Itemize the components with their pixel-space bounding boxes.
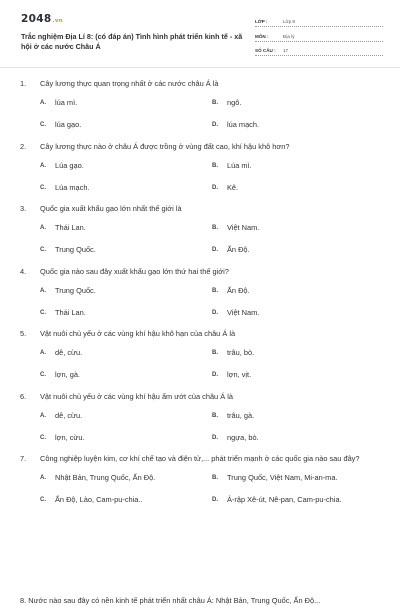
- answer-option[interactable]: [40, 161, 212, 171]
- answer-option[interactable]: [40, 308, 212, 318]
- answer-option[interactable]: [40, 183, 212, 193]
- answer-option[interactable]: [40, 286, 212, 296]
- option-letter: C.: [40, 247, 46, 253]
- option-text: Nhật Bản, Trung Quốc, Ấn Độ.: [55, 473, 156, 482]
- answer-option[interactable]: [212, 286, 382, 296]
- option-text: Thái Lan.: [55, 307, 86, 317]
- option-letter: C.: [40, 184, 46, 191]
- answer-option[interactable]: [40, 370, 212, 380]
- option-grid: [40, 286, 400, 318]
- question-text-row: [0, 453, 400, 464]
- meta-value: 17: [283, 48, 289, 53]
- option-text: Ấn Độ.: [227, 285, 250, 295]
- question-text-row: [0, 78, 400, 89]
- question-item: [0, 328, 400, 380]
- option-text: Ả-rập Xê-út, Nê-pan, Cam-pu-chia.: [227, 495, 342, 504]
- option-text: Trung Quốc.: [55, 285, 96, 295]
- option-text: ngô.: [227, 98, 242, 107]
- answer-option[interactable]: [40, 473, 212, 483]
- option-letter: A.: [40, 100, 46, 106]
- option-letter: C.: [40, 497, 46, 503]
- answer-option[interactable]: [212, 161, 382, 171]
- option-text: dê, cừu.: [55, 348, 83, 357]
- option-text: Việt Nam.: [227, 307, 260, 317]
- question-text-row: [0, 391, 400, 402]
- option-text: ngựa, bò.: [227, 432, 259, 442]
- answer-option[interactable]: [212, 308, 382, 318]
- question-item: [0, 78, 400, 130]
- question-number: 3.: [20, 204, 27, 213]
- option-text: Kê.: [227, 182, 239, 192]
- option-letter: D.: [212, 497, 218, 503]
- site-logo[interactable]: [21, 13, 63, 25]
- option-letter: A.: [40, 225, 46, 231]
- option-grid: [40, 161, 400, 193]
- option-text: Trung Quốc.: [55, 245, 96, 254]
- meta-key: SỐ CÂU :: [255, 48, 276, 53]
- question-text: Vật nuôi chủ yếu ở các vùng khí hậu khô hạn của châu Á là: [40, 329, 236, 338]
- option-letter: C.: [40, 122, 46, 128]
- meta-key: LỚP :: [255, 19, 268, 24]
- question-text-row: [0, 266, 400, 277]
- option-letter: D.: [212, 309, 218, 316]
- option-letter: D.: [212, 247, 218, 253]
- clipped-question: 8. Nước nào sau đây có nền kinh tế phát triển nhất châu Á: Nhật Bản, Trung Quốc, Ấn Độ...: [20, 596, 321, 605]
- option-text: trâu, bò.: [227, 348, 255, 357]
- option-letter: C.: [40, 309, 46, 316]
- meta-key: MÔN :: [255, 33, 269, 39]
- option-text: lợn, vịt.: [227, 370, 252, 379]
- option-letter: A.: [40, 412, 46, 419]
- option-letter: A.: [40, 162, 46, 169]
- question-number: 7.: [20, 454, 27, 463]
- option-text: Thái Lan.: [55, 223, 86, 232]
- option-text: Ấn Độ, Lào, Cam-pu-chia..: [55, 495, 143, 504]
- meta-row-class: [255, 14, 383, 27]
- option-text: Lúa mì.: [227, 160, 252, 170]
- meta-value: Địa lý: [283, 33, 295, 39]
- option-grid: [40, 348, 400, 380]
- answer-option[interactable]: [212, 473, 382, 483]
- logo-main: 2048: [21, 13, 52, 25]
- option-letter: B.: [212, 100, 218, 106]
- option-letter: D.: [212, 372, 218, 378]
- question-item: [0, 453, 400, 505]
- meta-box: [255, 14, 383, 58]
- option-letter: B.: [212, 162, 218, 169]
- option-text: lúa mì.: [55, 98, 78, 107]
- answer-option[interactable]: [40, 245, 212, 255]
- question-text: Cây lương thực quan trọng nhất ở các nước châu Á là: [40, 79, 219, 88]
- answer-option[interactable]: [212, 98, 382, 108]
- option-letter: B.: [212, 475, 218, 481]
- header-divider: [0, 67, 400, 68]
- question-number: 1.: [20, 79, 27, 88]
- answer-option[interactable]: [40, 120, 212, 130]
- option-text: trâu, gà.: [227, 410, 255, 420]
- answer-option[interactable]: [40, 433, 212, 443]
- option-grid: [40, 411, 400, 443]
- option-letter: D.: [212, 122, 218, 128]
- option-text: Lúa mạch.: [55, 182, 90, 192]
- question-number: 5.: [20, 329, 27, 338]
- answer-option[interactable]: [40, 223, 212, 233]
- option-text: dê, cừu.: [55, 410, 83, 420]
- option-letter: A.: [40, 475, 46, 481]
- question-text: Quốc gia nào sau đây xuất khẩu gạo lớn thứ hai thế giới?: [40, 266, 229, 276]
- question-item: [0, 391, 400, 443]
- question-number: 2.: [20, 141, 27, 151]
- option-text: lợn, gà.: [55, 370, 80, 379]
- question-number: 4.: [20, 266, 27, 276]
- question-text: Cây lương thực nào ở châu Á được trồng ở vùng đất cao, khí hậu khô hơn?: [40, 141, 290, 151]
- answer-option[interactable]: [212, 370, 382, 380]
- answer-option[interactable]: [212, 495, 382, 505]
- question-text-row: [0, 328, 400, 339]
- answer-option[interactable]: [212, 245, 382, 255]
- question-text: Công nghiệp luyện kim, cơ khí chế tạo và điện tử,... phát triển mạnh ở các quốc gia nào sau đây?: [40, 454, 360, 463]
- header: [0, 0, 400, 60]
- answer-option[interactable]: [40, 411, 212, 421]
- option-letter: B.: [212, 412, 218, 419]
- meta-value: Lớp 8: [283, 19, 295, 24]
- question-number: 6.: [20, 391, 27, 401]
- question-text-row: [0, 203, 400, 214]
- option-letter: B.: [212, 287, 218, 294]
- meta-row-count: [255, 43, 383, 56]
- question-item: [0, 141, 400, 193]
- option-text: Trung Quốc, Việt Nam, Mi-an-ma.: [227, 473, 338, 482]
- question-item: [0, 266, 400, 318]
- answer-option[interactable]: [212, 348, 382, 358]
- option-text: lúa gạo.: [55, 120, 82, 129]
- option-text: lúa mạch.: [227, 120, 260, 129]
- option-letter: A.: [40, 350, 46, 356]
- option-grid: [40, 223, 400, 255]
- question-text: Vật nuôi chủ yếu ở các vùng khí hậu ẩm ướt của châu Á là: [40, 391, 233, 401]
- answer-option[interactable]: [40, 495, 212, 505]
- option-letter: C.: [40, 372, 46, 378]
- document-title: Trắc nghiệm Địa Lí 8: (có đáp án) Tình hình phát triển kinh tế - xã hội ở các nước Châu Á: [21, 32, 243, 51]
- option-grid: [40, 98, 400, 130]
- option-letter: B.: [212, 350, 218, 356]
- option-grid: [40, 473, 400, 505]
- answer-option[interactable]: [212, 411, 382, 421]
- question-text: Quốc gia xuất khẩu gạo lớn nhất thế giới là: [40, 204, 182, 213]
- answer-option[interactable]: [212, 223, 382, 233]
- option-letter: C.: [40, 434, 46, 441]
- answer-option[interactable]: [40, 348, 212, 358]
- option-letter: D.: [212, 434, 218, 441]
- logo-sub: .vn: [52, 18, 63, 24]
- question-text-row: [0, 141, 400, 152]
- meta-row-subject: [255, 29, 383, 42]
- answer-option[interactable]: [40, 98, 212, 108]
- option-letter: D.: [212, 184, 218, 191]
- option-text: lợn, cừu.: [55, 432, 85, 442]
- answer-option[interactable]: [212, 120, 382, 130]
- answer-option[interactable]: [212, 433, 382, 443]
- option-text: Việt Nam.: [227, 223, 260, 232]
- option-text: Ấn Độ.: [227, 245, 250, 254]
- option-text: Lúa gạo.: [55, 160, 84, 170]
- answer-option[interactable]: [212, 183, 382, 193]
- question-item: [0, 203, 400, 255]
- option-letter: A.: [40, 287, 46, 294]
- option-letter: B.: [212, 225, 218, 231]
- question-list: [0, 78, 400, 516]
